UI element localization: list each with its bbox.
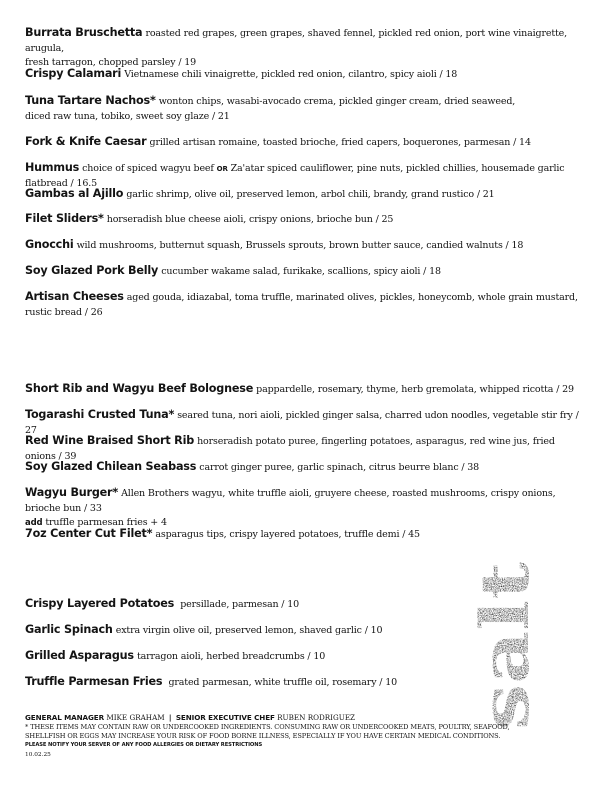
item-description: grated parmesan, white truffle oil, rosemary / 10	[168, 677, 397, 688]
gm-label: GENERAL MANAGER	[25, 713, 105, 722]
item-description-cont: diced raw tuna, tobiko, sweet soy glaze / 21	[25, 110, 230, 122]
item-description: horseradish blue cheese aioli, crispy onions, brioche bun / 25	[106, 214, 394, 225]
item-name: Burrata Bruschetta	[25, 26, 143, 39]
gm-name: MIKE GRAHAM	[106, 713, 165, 722]
menu-date: 10.02.25	[25, 752, 51, 759]
item-description-alt: Za'atar spiced cauliflower, pine nuts, pickled chillies, housemade garlic flatbread / 16.5	[25, 163, 565, 189]
menu-item-artisan-cheeses	[25, 290, 585, 320]
item-description: Vietnamese chili vinaigrette, pickled red onion, cilantro, spicy aioli / 18	[124, 69, 458, 80]
menu-item-wagyu-burger	[25, 486, 585, 531]
salt-logo	[466, 560, 600, 732]
item-name: Tuna Tartare Nachos*	[25, 94, 156, 107]
menu-item-fork-knife-caesar	[25, 135, 585, 151]
disclaimer-line-2: SHELLFISH OR EGGS MAY INCREASE YOUR RISK OF FOOD BORNE ILLNESS, ESPECIALLY IF YOU HAVE CERTAIN MEDICAL CONDITIONS.	[25, 732, 501, 741]
item-description: wild mushrooms, butternut squash, Brussels sprouts, brown butter sauce, candied walnuts / 18	[76, 240, 524, 251]
item-name: Wagyu Burger*	[25, 486, 119, 499]
item-description: asparagus tips, crispy layered potatoes, truffle demi / 45	[155, 529, 420, 540]
disclaimer-line-1: * THESE ITEMS MAY CONTAIN RAW OR UNDERCOOKED INGREDIENTS. CONSUMING RAW OR UNDERCOOKED MEATS, POULTRY, SEAFOOD,	[25, 723, 510, 731]
menu-item-crispy-calamari	[25, 67, 585, 83]
item-description: pappardelle, rosemary, thyme, herb gremolata, whipped ricotta / 29	[256, 384, 574, 395]
item-description: tarragon aioli, herbed breadcrumbs / 10	[136, 651, 326, 662]
item-name: Truffle Parmesan Fries	[25, 675, 163, 688]
menu-item-short-rib-bolognese	[25, 382, 585, 398]
menu-item-soy-glazed-pork-belly	[25, 264, 585, 280]
item-name: Filet Sliders*	[25, 212, 104, 225]
item-description: extra virgin olive oil, preserved lemon, shaved garlic / 10	[115, 625, 383, 636]
item-description: persillade, parmesan / 10	[180, 599, 300, 610]
item-name: Gambas al Ajillo	[25, 187, 124, 200]
menu-item-center-cut-filet	[25, 527, 585, 543]
item-description: seared tuna, nori aioli, pickled ginger salsa, charred udon noodles, vegetable stir fry / 27	[25, 410, 579, 436]
item-name: Soy Glazed Pork Belly	[25, 264, 159, 277]
add-on-description: truffle parmesan fries + 4	[45, 517, 167, 528]
logo-text: salt	[466, 594, 544, 730]
item-name: Red Wine Braised Short Rib	[25, 434, 195, 447]
item-name: Soy Glazed Chilean Seabass	[25, 460, 197, 473]
item-description-cont: rustic bread / 26	[25, 306, 103, 318]
salt-logo-icon	[466, 560, 600, 732]
item-description: aged gouda, idiazabal, toma truffle, marinated olives, pickles, honeycomb, whole grain mustard,	[126, 292, 578, 303]
chef-label: SENIOR EXECUTIVE CHEF	[175, 713, 275, 722]
item-name: Crispy Calamari	[25, 67, 122, 80]
item-description: grilled artisan romaine, toasted brioche, fried capers, boquerones, parmesan / 14	[149, 137, 531, 148]
item-description: choice of spiced wagyu beef	[82, 163, 214, 174]
item-description: roasted red grapes, green grapes, shaved fennel, pickled red onion, port wine vinaigrette, arugula,	[25, 28, 568, 54]
item-name: Fork & Knife Caesar	[25, 135, 147, 148]
menu-item-soy-glazed-chilean-seabass	[25, 460, 585, 476]
menu-item-gnocchi	[25, 238, 585, 254]
item-description: wonton chips, wasabi-avocado crema, pickled ginger cream, dried seaweed,	[158, 96, 516, 107]
menu-item-gambas-al-ajillo	[25, 187, 585, 203]
chef-name: RUBEN RODRIGUEZ	[277, 713, 356, 722]
separator: |	[168, 713, 172, 722]
or-label: OR	[216, 165, 228, 173]
item-name: Grilled Asparagus	[25, 649, 134, 662]
menu-item-burrata-bruschetta	[25, 26, 585, 71]
item-name: Short Rib and Wagyu Beef Bolognese	[25, 382, 254, 395]
item-description-cont: fresh tarragon, chopped parsley / 19	[25, 57, 197, 68]
add-label: add	[25, 518, 43, 528]
allergy-note: PLEASE NOTIFY YOUR SERVER OF ANY FOOD ALLERGIES OR DIETARY RESTRICTIONS	[25, 742, 263, 749]
item-name: Gnocchi	[25, 238, 74, 251]
item-name: 7oz Center Cut Filet*	[25, 527, 153, 540]
item-description: carrot ginger puree, garlic spinach, citrus beurre blanc / 38	[199, 462, 480, 473]
item-description: cucumber wakame salad, furikake, scallions, spicy aioli / 18	[161, 266, 441, 277]
item-name: Crispy Layered Potatoes	[25, 597, 175, 610]
menu-item-filet-sliders	[25, 212, 585, 228]
item-name: Artisan Cheeses	[25, 290, 124, 303]
item-name: Garlic Spinach	[25, 623, 113, 636]
item-name: Togarashi Crusted Tuna*	[25, 408, 175, 421]
item-name: Hummus	[25, 161, 80, 174]
menu-item-tuna-tartare-nachos	[25, 94, 585, 124]
item-description: garlic shrimp, olive oil, preserved lemon, arbol chili, brandy, grand rustico / 21	[126, 189, 495, 200]
item-description: Allen Brothers wagyu, white truffle aioli, gruyere cheese, roasted mushrooms, crispy onions, brioche bun / 33	[25, 488, 556, 514]
item-description: horseradish potato puree, fingerling potatoes, asparagus, red wine jus, fried onions / 39	[25, 436, 555, 462]
